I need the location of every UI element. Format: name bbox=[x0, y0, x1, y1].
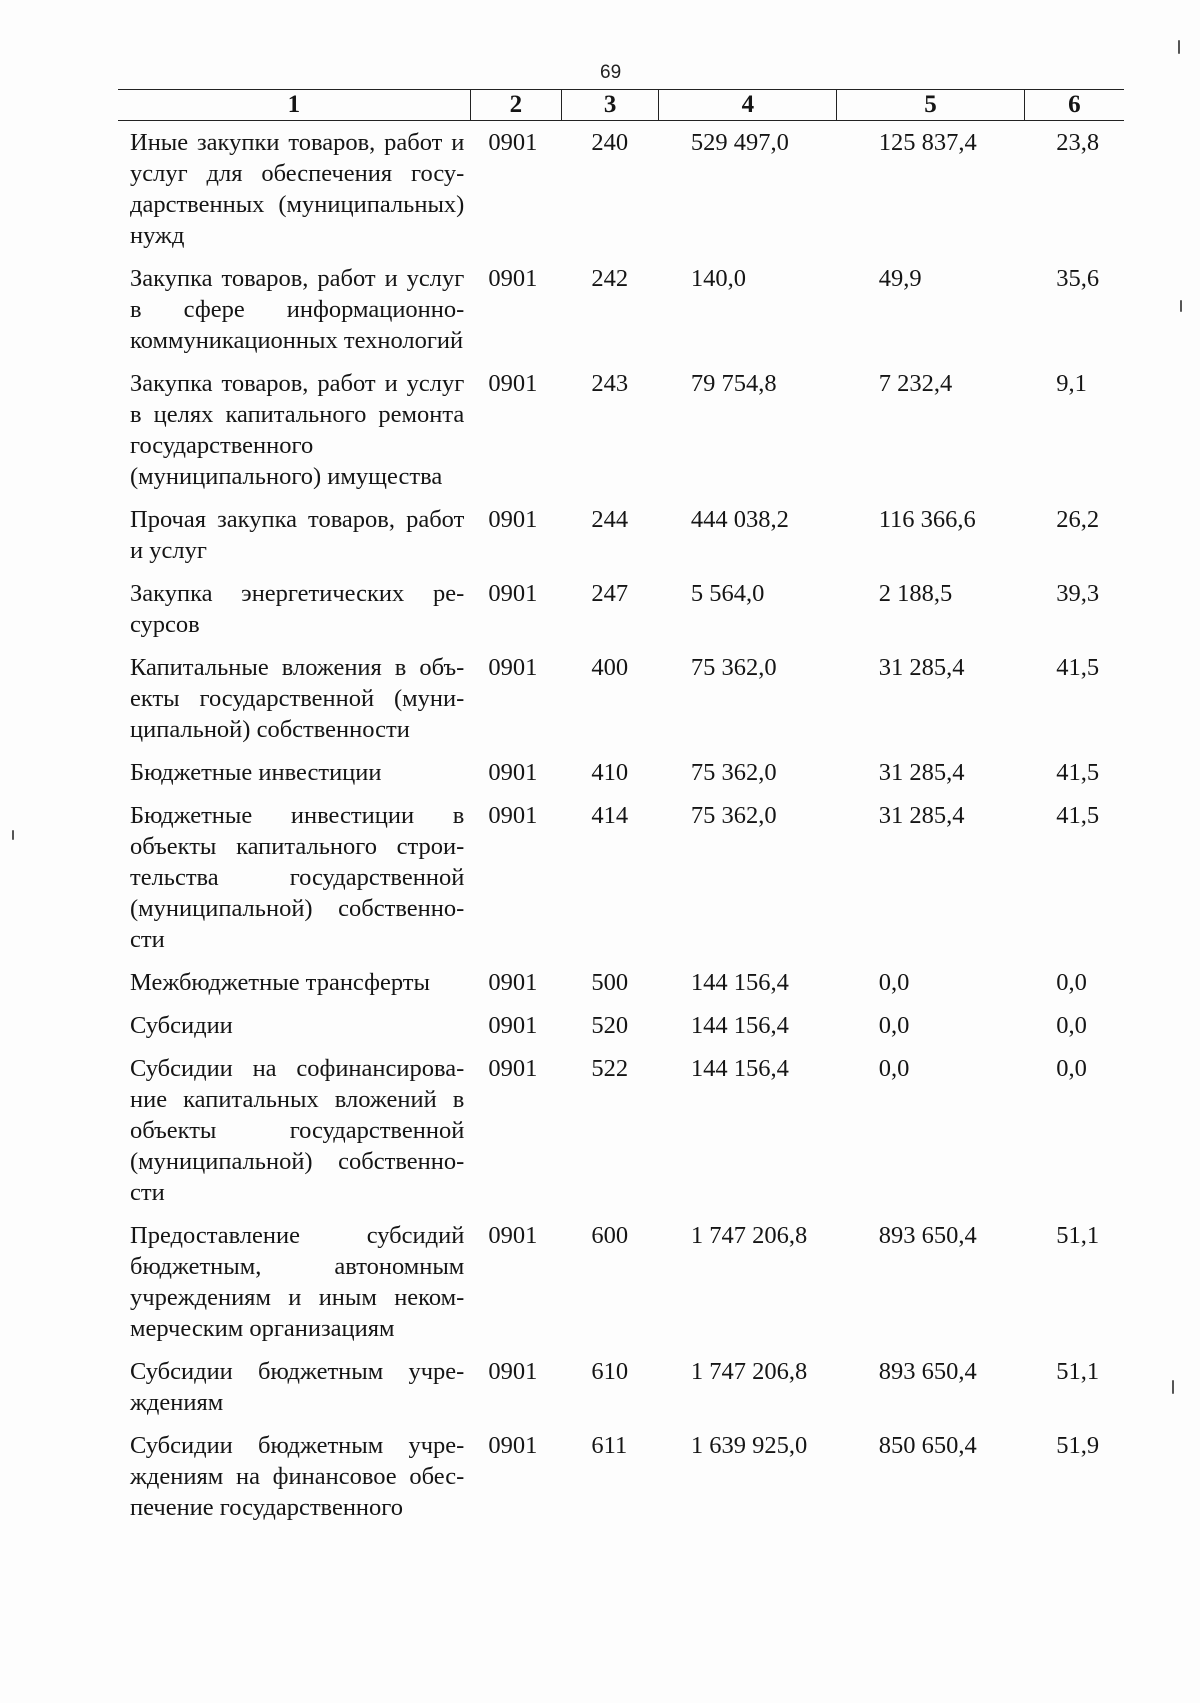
row-value-cell: 9,1 bbox=[1056, 370, 1087, 397]
row-value-cell: 893 650,4 bbox=[878, 1222, 977, 1249]
column-header: 4 bbox=[659, 90, 837, 121]
row-value-cell: 0901 bbox=[488, 580, 538, 607]
row-value-cell: 0901 bbox=[488, 1432, 538, 1459]
row-value-cell: 75 362,0 bbox=[690, 654, 777, 681]
row-value-cell: 247 bbox=[591, 580, 629, 607]
row-value-cell: 244 bbox=[591, 506, 629, 533]
row-value-cell: 51,1 bbox=[1056, 1222, 1100, 1249]
row-value-cell: 39,3 bbox=[1056, 580, 1100, 607]
row-name-cell: Капитальные вложения в объекты государственной (муниципальной) собственности bbox=[130, 654, 465, 743]
row-value-cell: 31 285,4 bbox=[878, 654, 965, 681]
row-value-cell: 31 285,4 bbox=[878, 759, 965, 786]
row-value-cell: 500 bbox=[591, 969, 629, 996]
row-value-cell: 0901 bbox=[488, 654, 538, 681]
column-header: 3 bbox=[561, 90, 659, 121]
row-value-cell: 2 188,5 bbox=[878, 580, 953, 607]
page-number: 69 bbox=[600, 62, 622, 83]
row-value-cell: 144 156,4 bbox=[690, 1055, 789, 1082]
row-value-cell: 41,5 bbox=[1056, 654, 1100, 681]
row-value-cell: 520 bbox=[591, 1012, 629, 1039]
row-value-cell: 0901 bbox=[488, 969, 538, 996]
row-name-cell: Бюджетные инвестиции в объекты капитального строительства государственной (муниципальной) собственности bbox=[130, 802, 465, 953]
scan-speck bbox=[1178, 40, 1180, 54]
budget-table bbox=[118, 89, 1124, 1535]
table-row bbox=[118, 368, 1124, 504]
row-value-cell: 0901 bbox=[488, 265, 538, 292]
row-name-cell: Субсидии bbox=[130, 1012, 233, 1039]
row-value-cell: 1 639 925,0 bbox=[690, 1432, 808, 1459]
row-value-cell: 0901 bbox=[488, 506, 538, 533]
row-value-cell: 242 bbox=[591, 265, 629, 292]
row-value-cell: 0901 bbox=[488, 1055, 538, 1082]
row-value-cell: 410 bbox=[591, 759, 629, 786]
row-value-cell: 611 bbox=[591, 1432, 628, 1459]
row-value-cell: 610 bbox=[591, 1358, 629, 1385]
row-name-cell: Закупка товаров, работ и услуг в целях капитального ремонта государственного (муниципального) имущества bbox=[130, 370, 465, 490]
column-header: 6 bbox=[1024, 90, 1124, 121]
row-value-cell: 0901 bbox=[488, 370, 538, 397]
row-value-cell: 850 650,4 bbox=[878, 1432, 977, 1459]
row-value-cell: 51,9 bbox=[1056, 1432, 1100, 1459]
row-value-cell: 522 bbox=[591, 1055, 629, 1082]
scan-speck bbox=[1172, 1380, 1174, 1394]
row-value-cell: 35,6 bbox=[1056, 265, 1100, 292]
table-row bbox=[118, 263, 1124, 368]
row-value-cell: 0,0 bbox=[1056, 1055, 1087, 1082]
row-value-cell: 0,0 bbox=[878, 1055, 910, 1082]
row-name-cell: Субсидии бюджетным учреждениям на финансовое обеспечение государственного bbox=[130, 1432, 465, 1521]
row-value-cell: 0901 bbox=[488, 759, 538, 786]
row-value-cell: 0901 bbox=[488, 1358, 538, 1385]
row-value-cell: 0,0 bbox=[878, 1012, 910, 1039]
column-header: 1 bbox=[118, 90, 470, 121]
row-value-cell: 51,1 bbox=[1056, 1358, 1100, 1385]
row-value-cell: 140,0 bbox=[690, 265, 747, 292]
scan-speck bbox=[1180, 300, 1182, 312]
row-value-cell: 1 747 206,8 bbox=[690, 1222, 808, 1249]
row-name-cell: Иные закупки товаров, работ и услуг для обеспечения государственных (муниципальных) нужд bbox=[130, 129, 465, 249]
column-header: 2 bbox=[470, 90, 561, 121]
row-value-cell: 144 156,4 bbox=[690, 969, 789, 996]
table-header-row bbox=[118, 90, 1124, 121]
table-row bbox=[118, 504, 1124, 578]
table-row bbox=[118, 800, 1124, 967]
row-name-cell: Закупка товаров, работ и услуг в сфере информационно-коммуникационных технологий bbox=[130, 265, 465, 354]
row-value-cell: 400 bbox=[591, 654, 629, 681]
row-value-cell: 49,9 bbox=[878, 265, 922, 292]
row-name-cell: Бюджетные инвестиции bbox=[130, 759, 382, 786]
row-name-cell: Закупка энергетических ресурсов bbox=[130, 580, 465, 638]
row-value-cell: 26,2 bbox=[1056, 506, 1100, 533]
row-value-cell: 41,5 bbox=[1056, 802, 1100, 829]
row-value-cell: 0901 bbox=[488, 129, 538, 156]
row-value-cell: 144 156,4 bbox=[690, 1012, 789, 1039]
row-value-cell: 125 837,4 bbox=[878, 129, 977, 156]
row-value-cell: 5 564,0 bbox=[690, 580, 765, 607]
row-value-cell: 7 232,4 bbox=[878, 370, 953, 397]
table-row bbox=[118, 1010, 1124, 1053]
row-value-cell: 75 362,0 bbox=[690, 802, 777, 829]
row-value-cell: 31 285,4 bbox=[878, 802, 965, 829]
row-value-cell: 529 497,0 bbox=[690, 129, 789, 156]
row-value-cell: 41,5 bbox=[1056, 759, 1100, 786]
column-header: 5 bbox=[837, 90, 1025, 121]
row-name-cell: Субсидии на софинансирование капитальных вложений в объекты государственной (муниципальной) собственности bbox=[130, 1055, 465, 1206]
table-row bbox=[118, 967, 1124, 1010]
table-row bbox=[118, 1053, 1124, 1220]
table-row bbox=[118, 652, 1124, 757]
row-value-cell: 893 650,4 bbox=[878, 1358, 977, 1385]
table-row bbox=[118, 121, 1124, 264]
row-value-cell: 0,0 bbox=[878, 969, 910, 996]
row-name-cell: Субсидии бюджетным учреждениям bbox=[130, 1358, 465, 1416]
scan-speck bbox=[12, 830, 14, 840]
row-value-cell: 240 bbox=[591, 129, 629, 156]
row-value-cell: 243 bbox=[591, 370, 629, 397]
row-name-cell: Межбюджетные трансферты bbox=[130, 969, 430, 996]
table-row bbox=[118, 1356, 1124, 1430]
row-value-cell: 1 747 206,8 bbox=[690, 1358, 808, 1385]
row-value-cell: 0,0 bbox=[1056, 1012, 1087, 1039]
table-row bbox=[118, 1220, 1124, 1356]
table-row bbox=[118, 757, 1124, 800]
row-value-cell: 79 754,8 bbox=[690, 370, 777, 397]
row-value-cell: 23,8 bbox=[1056, 129, 1100, 156]
row-value-cell: 116 366,6 bbox=[878, 506, 976, 533]
row-value-cell: 0901 bbox=[488, 1012, 538, 1039]
row-value-cell: 444 038,2 bbox=[690, 506, 789, 533]
row-value-cell: 0901 bbox=[488, 1222, 538, 1249]
table-row bbox=[118, 578, 1124, 652]
row-value-cell: 414 bbox=[591, 802, 629, 829]
row-value-cell: 0901 bbox=[488, 802, 538, 829]
row-value-cell: 0,0 bbox=[1056, 969, 1087, 996]
table-row bbox=[118, 1430, 1124, 1535]
row-name-cell: Прочая закупка товаров, работ и услуг bbox=[130, 506, 465, 564]
row-value-cell: 600 bbox=[591, 1222, 629, 1249]
row-value-cell: 75 362,0 bbox=[690, 759, 777, 786]
row-name-cell: Предоставление субсидий бюджетным, автономным учреждениям и иным некоммерческим организациям bbox=[130, 1222, 465, 1342]
